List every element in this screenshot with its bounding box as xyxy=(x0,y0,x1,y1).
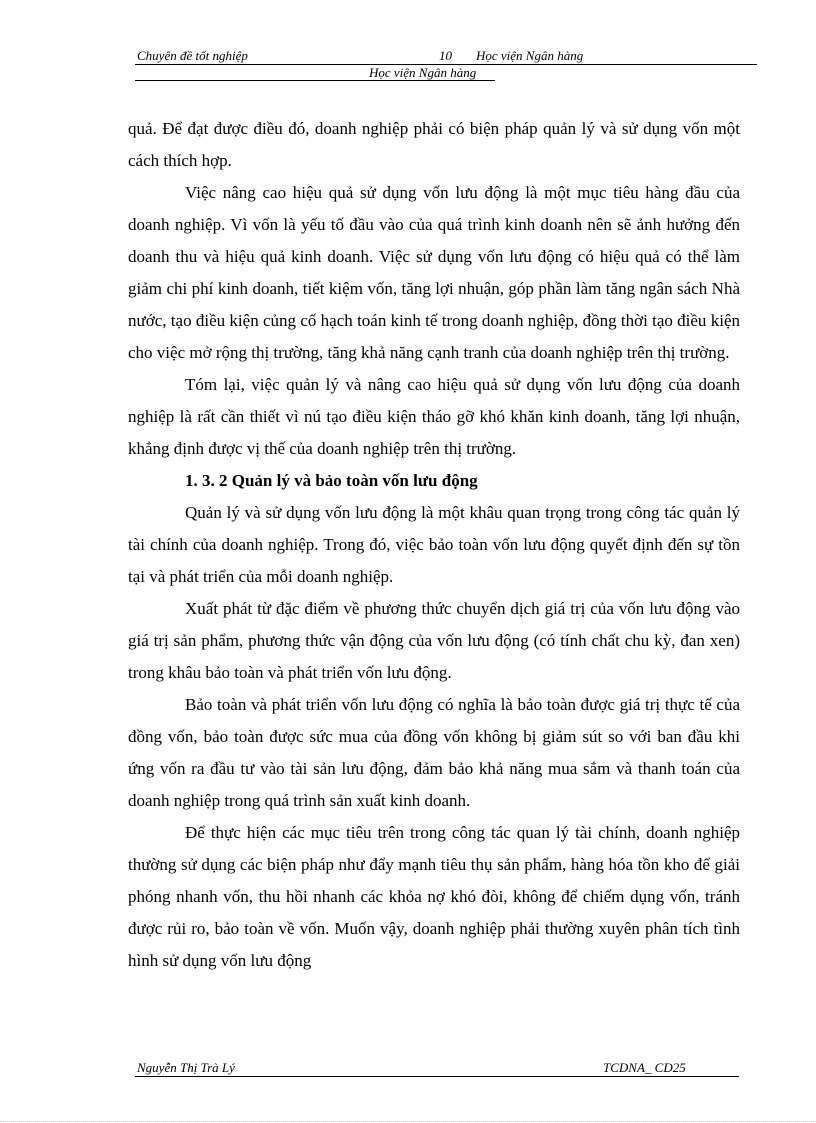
paragraph: Tóm lại, việc quản lý và nâng cao hiệu quả sử dụng vốn lưu động của doanh nghiệp là rất cần thiết vì nú tạo điều kiện tháo gỡ khó khăn kinh doanh, tăng lợi nhuận, khẳng định được vị thế của doanh nghiệp trên thị trường. xyxy=(128,375,740,458)
footer-class-code: TCDNA_ CD25 xyxy=(603,1060,686,1075)
header-document-type: Chuyên đề tốt nghiệp xyxy=(137,48,248,63)
page-bottom-edge xyxy=(0,1121,816,1122)
header-page-number: 10 xyxy=(439,48,452,63)
section-heading: 1. 3. 2 Quản lý và bảo toàn vốn lưu động xyxy=(185,471,478,490)
page-footer xyxy=(135,1060,739,1077)
header-institution-repeat: Học viện Ngân hàng xyxy=(369,65,477,80)
footer-author: Nguyễn Thị Trà Lý xyxy=(137,1060,235,1075)
page-header-second-line xyxy=(135,64,495,81)
header-institution: Học viện Ngân hàng xyxy=(476,48,584,63)
paragraph: Bảo toàn và phát triển vốn lưu động có nghĩa là bảo toàn được giá trị thực tế của đồng vốn, bảo toàn được sức mua của đồng vốn không bị giảm sút so với ban đầu khi ứng vốn ra đầu tư vào tài sản lưu động, đảm bảo khả năng mua sắm và thanh toán của doanh nghiệp trong quá trình sản xuất kinh doanh. xyxy=(128,695,740,810)
paragraph-continuation: quả. Để đạt được điều đó, doanh nghiệp phải có biện pháp quản lý và sử dụng vốn một cách thích hợp. xyxy=(128,119,740,170)
paragraph: Việc nâng cao hiệu quả sử dụng vốn lưu động là một mục tiêu hàng đầu của doanh nghiệp. Vì vốn là yếu tố đầu vào của quá trình kinh doanh nên sẽ ảnh hưởng đến doanh thu và hiệu quả kinh doanh. Việc sử dụng vốn lưu động có hiệu quả có thể làm giảm chi phí kinh doanh, tiết kiệm vốn, tăng lợi nhuận, góp phần làm tăng ngân sách Nhà nước, tạo điều kiện củng cố hạch toán kinh tế trong doanh nghiệp, đồng thời tạo điều kiện cho việc mở rộng thị trường, tăng khả năng cạnh tranh của doanh nghiệp trên thị trường. xyxy=(128,183,740,362)
document-body xyxy=(128,113,740,977)
paragraph: Để thực hiện các mục tiêu trên trong công tác quan lý tài chính, doanh nghiệp thường sử dụng các biện pháp như đẩy mạnh tiêu thụ sản phẩm, hàng hóa tồn kho để giải phóng nhanh vốn, thu hồi nhanh các khỏa nợ khó đòi, không để chiếm dụng vốn, tránh được rủi ro, bảo toàn về vốn. Muốn vậy, doanh nghiệp phải thường xuyên phân tích tình hình sử dụng vốn lưu động xyxy=(128,823,740,970)
page-header xyxy=(135,46,757,65)
paragraph: Quản lý và sử dụng vốn lưu động là một khâu quan trọng trong công tác quản lý tài chính của doanh nghiệp. Trong đó, việc bảo toàn vốn lưu động quyết định đến sự tồn tại và phát triển của mỗi doanh nghiệp. xyxy=(128,503,740,586)
paragraph: Xuất phát từ đặc điểm về phương thức chuyển dịch giá trị của vốn lưu động vào giá trị sản phẩm, phương thức vận động của vốn lưu động (có tính chất chu kỳ, đan xen) trong khâu bảo toàn và phát triển vốn lưu động. xyxy=(128,599,740,682)
